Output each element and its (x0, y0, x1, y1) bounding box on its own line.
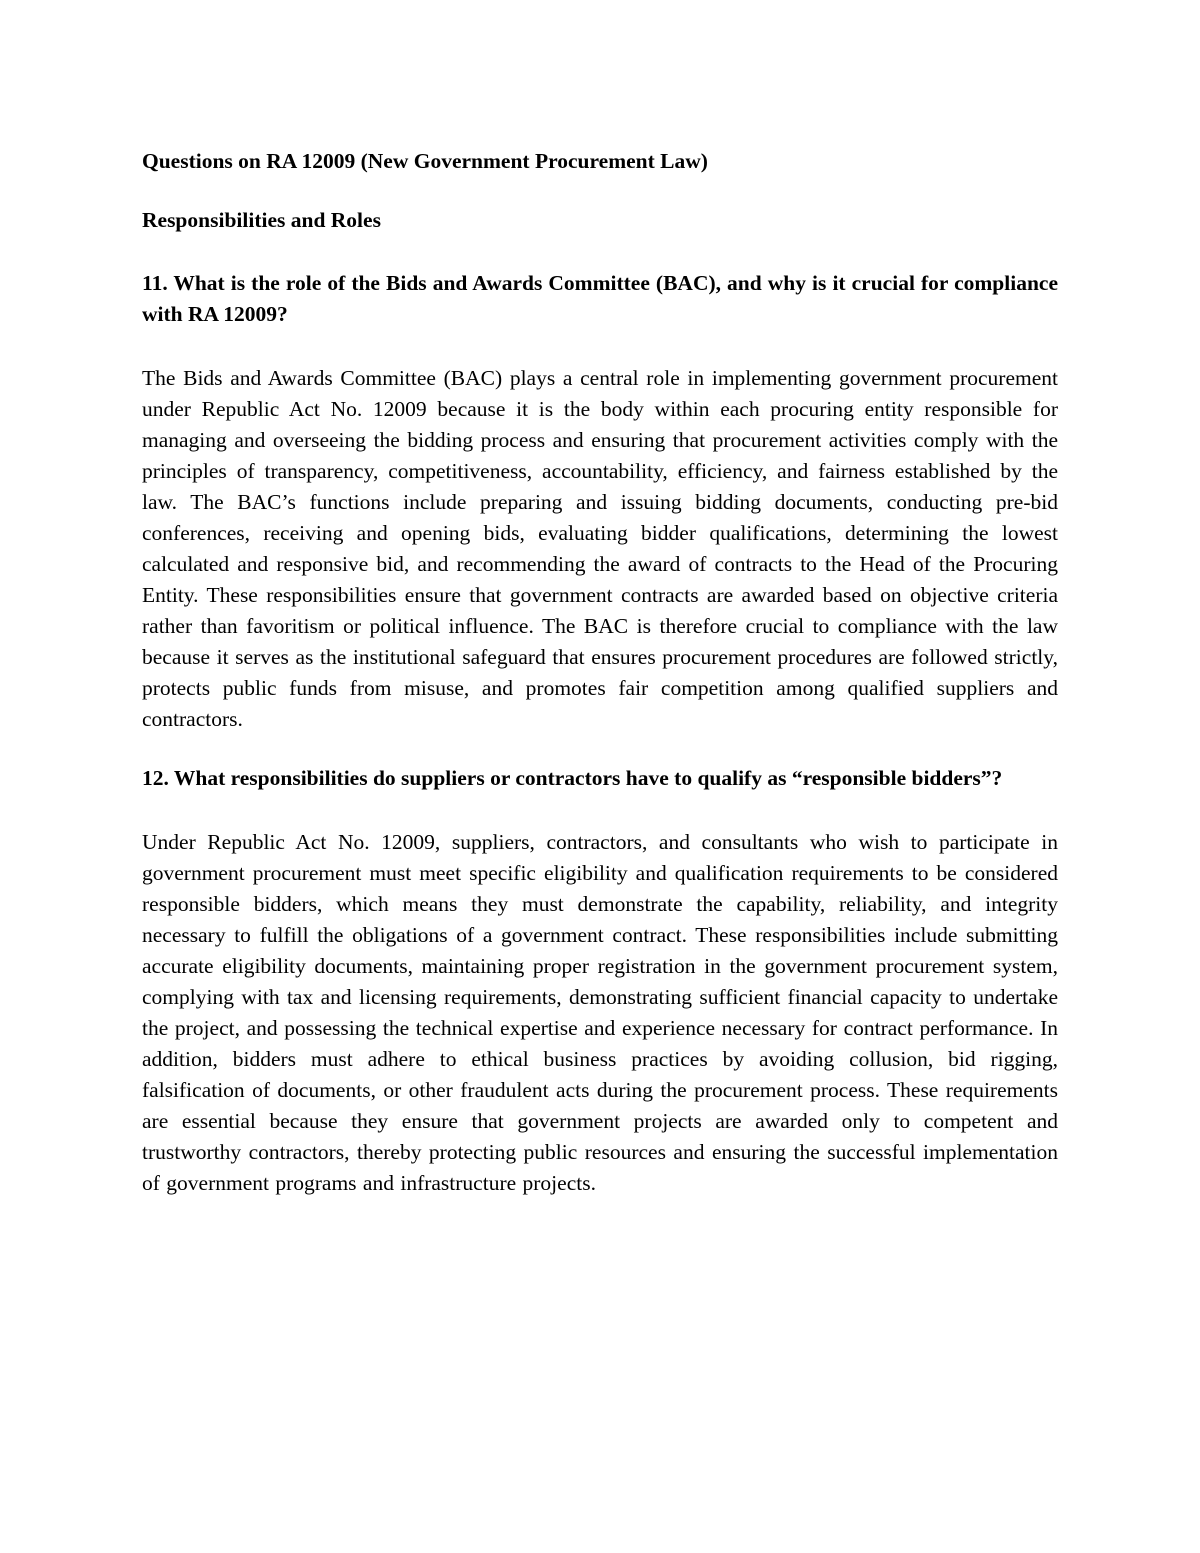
document-title: Questions on RA 12009 (New Government Procurement Law) (142, 149, 708, 173)
question-11-answer: The Bids and Awards Committee (BAC) plays a central role in implementing government procurement under Republic Act No. 12009 because it is the body within each procuring entity responsible for managing and overseeing the bidding process and ensuring that procurement activities comply with the principles of transparency, competitiveness, accountability, efficiency, and fairness established by the law. The BAC’s functions include preparing and issuing bidding documents, conducting pre-bid conferences, receiving and opening bids, evaluating bidder qualifications, determining the lowest calculated and responsive bid, and recommending the award of contracts to the Head of the Procuring Entity. These responsibilities ensure that government contracts are awarded based on objective criteria rather than favoritism or political influence. The BAC is therefore crucial to compliance with the law because it serves as the institutional safeguard that ensures procurement procedures are followed strictly, protects public funds from misuse, and promotes fair competition among qualified suppliers and contractors. (142, 366, 1058, 731)
question-12-answer: Under Republic Act No. 12009, suppliers, contractors, and consultants who wish to participate in government procurement must meet specific eligibility and qualification requirements to be considered responsible bidders, which means they must demonstrate the capability, reliability, and integrity necessary to fulfill the obligations of a government contract. These responsibilities include submitting accurate eligibility documents, maintaining proper registration in the government procurement system, complying with tax and licensing requirements, demonstrating sufficient financial capacity to undertake the project, and possessing the technical expertise and experience necessary for contract performance. In addition, bidders must adhere to ethical business practices by avoiding collusion, bid rigging, falsification of documents, or other fraudulent acts during the procurement process. These requirements are essential because they ensure that government projects are awarded only to competent and trustworthy contractors, thereby protecting public resources and ensuring the successful implementation of government programs and infrastructure projects. (142, 830, 1058, 1195)
question-11-heading: 11. What is the role of the Bids and Awards Committee (BAC), and why is it crucial for compliance with RA 12009? (142, 271, 1058, 326)
section-heading: Responsibilities and Roles (142, 208, 381, 232)
question-12-heading: 12. What responsibilities do suppliers or contractors have to qualify as “responsible bidders”? (142, 766, 1003, 790)
